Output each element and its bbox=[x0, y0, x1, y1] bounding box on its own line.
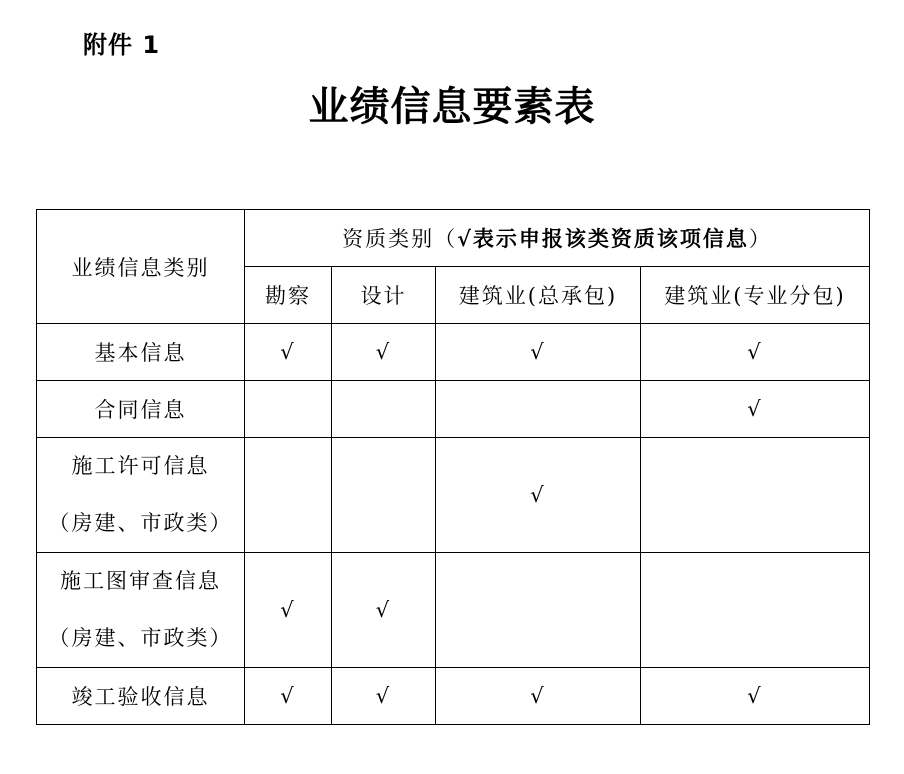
check-mark: √ bbox=[245, 668, 332, 725]
table-header-row-1 bbox=[37, 210, 870, 267]
table-row bbox=[37, 324, 870, 381]
column-header-survey: 勘察 bbox=[245, 267, 332, 324]
check-mark: √ bbox=[641, 381, 870, 438]
table-row bbox=[37, 668, 870, 725]
check-mark bbox=[245, 381, 332, 438]
row-label: 合同信息 bbox=[37, 381, 245, 438]
check-mark: √ bbox=[436, 324, 641, 381]
qualification-group-header bbox=[245, 210, 870, 267]
group-header-legend: √表示申报该类资质该项信息 bbox=[457, 226, 749, 251]
row-label bbox=[37, 553, 245, 668]
check-mark bbox=[245, 438, 332, 553]
attachment-label: 附件 1 bbox=[83, 31, 161, 59]
table-row bbox=[37, 553, 870, 668]
check-mark: √ bbox=[436, 438, 641, 553]
group-header-suffix: ） bbox=[748, 227, 772, 251]
check-mark bbox=[436, 553, 641, 668]
document-title: 业绩信息要素表 bbox=[308, 83, 596, 130]
group-header-prefix: 资质类别（ bbox=[342, 227, 458, 251]
check-mark bbox=[641, 553, 870, 668]
check-mark: √ bbox=[641, 668, 870, 725]
column-header-design: 设计 bbox=[332, 267, 436, 324]
check-mark bbox=[332, 381, 436, 438]
row-header-title: 业绩信息类别 bbox=[37, 210, 245, 324]
row-label-line1: 施工许可信息 bbox=[71, 454, 210, 478]
check-mark bbox=[641, 438, 870, 553]
check-mark: √ bbox=[332, 324, 436, 381]
row-label: 竣工验收信息 bbox=[37, 668, 245, 725]
table-row bbox=[37, 381, 870, 438]
column-header-general-contracting: 建筑业(总承包) bbox=[436, 267, 641, 324]
column-header-specialty-subcontracting: 建筑业(专业分包) bbox=[641, 267, 870, 324]
row-label-line2: （房建、市政类） bbox=[48, 511, 233, 535]
check-mark: √ bbox=[436, 668, 641, 725]
row-label: 基本信息 bbox=[37, 324, 245, 381]
row-label bbox=[37, 438, 245, 553]
check-mark bbox=[436, 381, 641, 438]
check-mark: √ bbox=[245, 553, 332, 668]
row-label-line2: （房建、市政类） bbox=[48, 626, 233, 650]
check-mark: √ bbox=[245, 324, 332, 381]
table-row bbox=[37, 438, 870, 553]
check-mark bbox=[332, 438, 436, 553]
performance-info-table bbox=[36, 209, 870, 725]
check-mark: √ bbox=[332, 553, 436, 668]
row-label-line1: 施工图审查信息 bbox=[60, 569, 221, 593]
check-mark: √ bbox=[332, 668, 436, 725]
check-mark: √ bbox=[641, 324, 870, 381]
